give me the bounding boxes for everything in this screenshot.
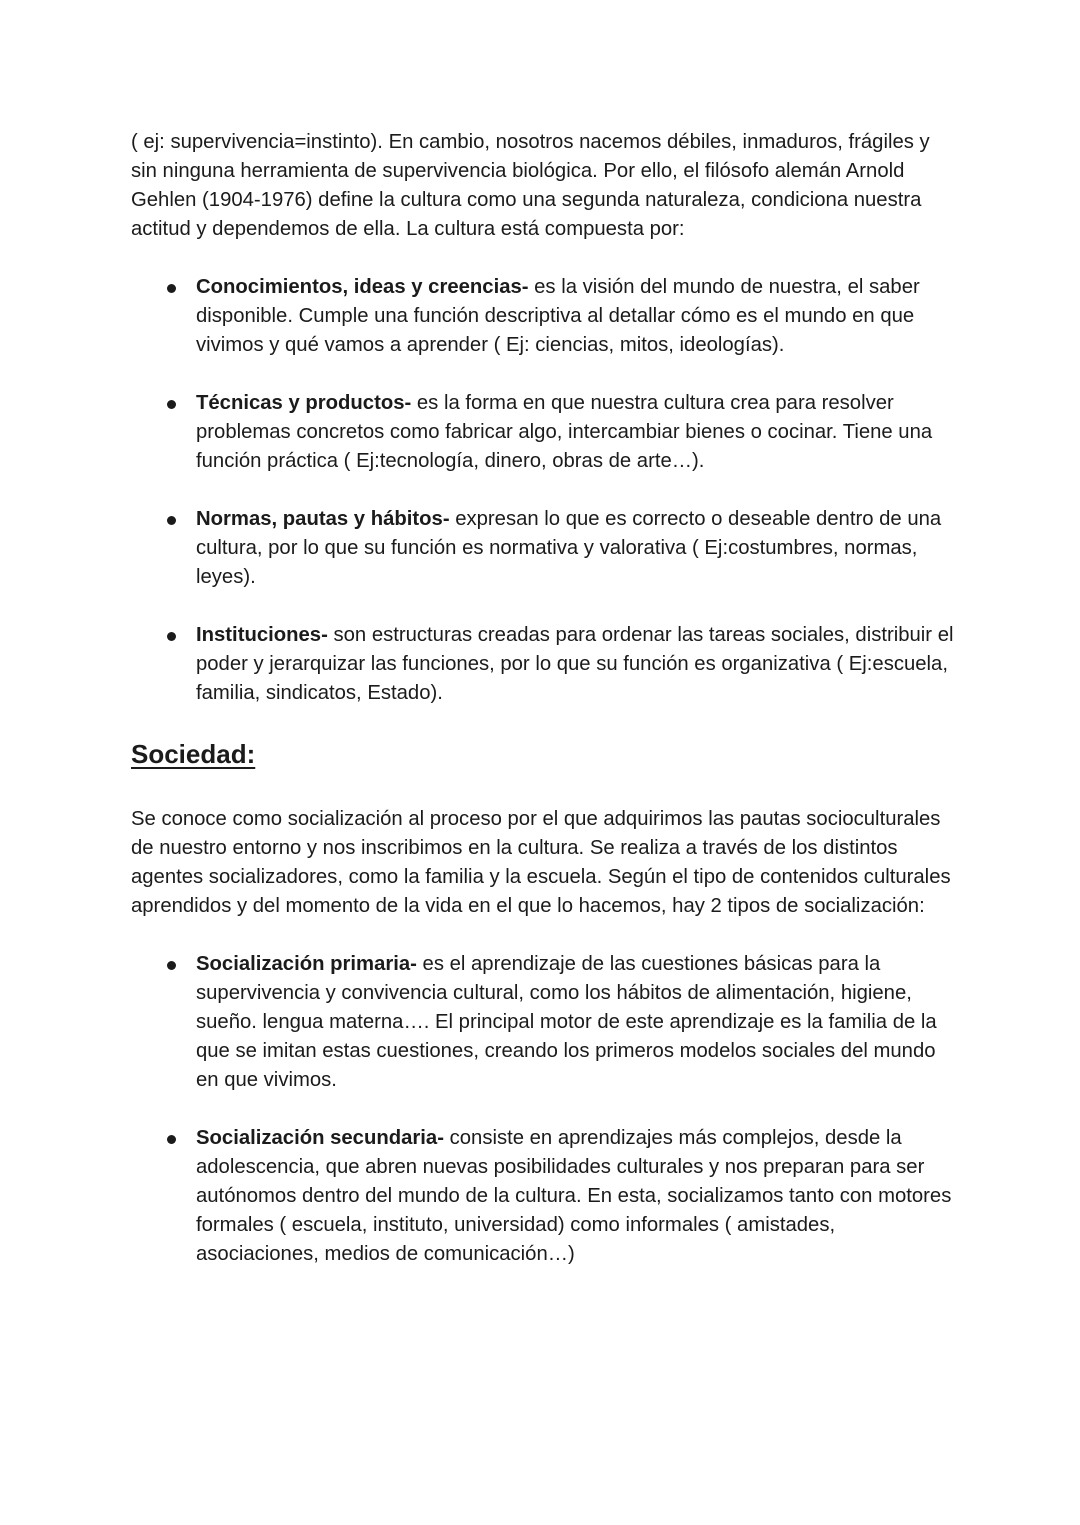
list-item bbox=[131, 950, 961, 1095]
list-item-text: expresan lo que es correcto o deseable dentro de una cultura, por lo que su función es normativa y valorativa ( Ej:costumbres, normas, leyes). bbox=[196, 508, 942, 588]
list-item bbox=[131, 273, 961, 360]
cultura-intro-paragraph: ( ej: supervivencia=instinto). En cambio, nosotros nacemos débiles, inmaduros, frágiles y sin ninguna herramienta de supervivencia biológica. Por ello, el filósofo alemán Arnold Gehlen (1904-1976) define la cultura como una segunda naturaleza, condiciona nuestra actitud y dependemos de ella. La cultura está compuesta por: bbox=[131, 131, 930, 240]
list-item bbox=[131, 505, 961, 592]
list-item-term: Conocimientos, ideas y creencias- bbox=[196, 276, 529, 298]
list-item bbox=[131, 389, 961, 476]
socializacion-types-list bbox=[131, 950, 961, 1269]
bullet-icon bbox=[167, 284, 176, 293]
list-item-term: Socialización secundaria- bbox=[196, 1127, 444, 1149]
document-page bbox=[131, 128, 961, 1269]
list-item-term: Instituciones- bbox=[196, 624, 328, 646]
bullet-icon bbox=[167, 632, 176, 641]
cultura-components-list bbox=[131, 273, 961, 708]
bullet-icon bbox=[167, 516, 176, 525]
list-item-term: Socialización primaria- bbox=[196, 953, 417, 975]
list-item-text: son estructuras creadas para ordenar las tareas sociales, distribuir el poder y jerarquizar las funciones, por lo que su función es organizativa ( Ej:escuela, familia, sindicatos, Estado). bbox=[196, 624, 954, 704]
section-heading-sociedad: Sociedad: bbox=[131, 739, 256, 769]
list-item-text: consiste en aprendizajes más complejos, desde la adolescencia, que abren nuevas posibilidades culturales y nos preparan para ser autónomos dentro del mundo de la cultura. En esta, socializamos tanto con motores formales ( escuela, instituto, universidad) como informales ( amistades, asociaciones, medios de comunicación…) bbox=[196, 1127, 952, 1265]
list-item bbox=[131, 621, 961, 708]
list-item-text: es el aprendizaje de las cuestiones básicas para la supervivencia y convivencia cultural, como los hábitos de alimentación, higiene, sueño. lengua materna…. El principal motor de este aprendizaje es la familia de la que se imitan estas cuestiones, creando los primeros modelos sociales del mundo en que vivimos. bbox=[196, 953, 937, 1091]
list-item-text: es la forma en que nuestra cultura crea para resolver problemas concretos como fabricar algo, intercambiar bienes o cocinar. Tiene una función práctica ( Ej:tecnología, dinero, obras de arte…). bbox=[196, 392, 933, 472]
bullet-icon bbox=[167, 400, 176, 409]
sociedad-intro-paragraph: Se conoce como socialización al proceso por el que adquirimos las pautas socioculturales de nuestro entorno y nos inscribimos en la cultura. Se realiza a través de los distintos agentes socializadores, como la familia y la escuela. Según el tipo de contenidos culturales aprendidos y del momento de la vida en el que lo hacemos, hay 2 tipos de socialización: bbox=[131, 808, 951, 917]
list-item-term: Técnicas y productos- bbox=[196, 392, 412, 414]
list-item-text: es la visión del mundo de nuestra, el saber disponible. Cumple una función descriptiva al detallar cómo es el mundo en que vivimos y qué vamos a aprender ( Ej: ciencias, mitos, ideologías). bbox=[196, 276, 920, 356]
bullet-icon bbox=[167, 1135, 176, 1144]
list-item-term: Normas, pautas y hábitos- bbox=[196, 508, 450, 530]
list-item bbox=[131, 1124, 961, 1269]
bullet-icon bbox=[167, 961, 176, 970]
